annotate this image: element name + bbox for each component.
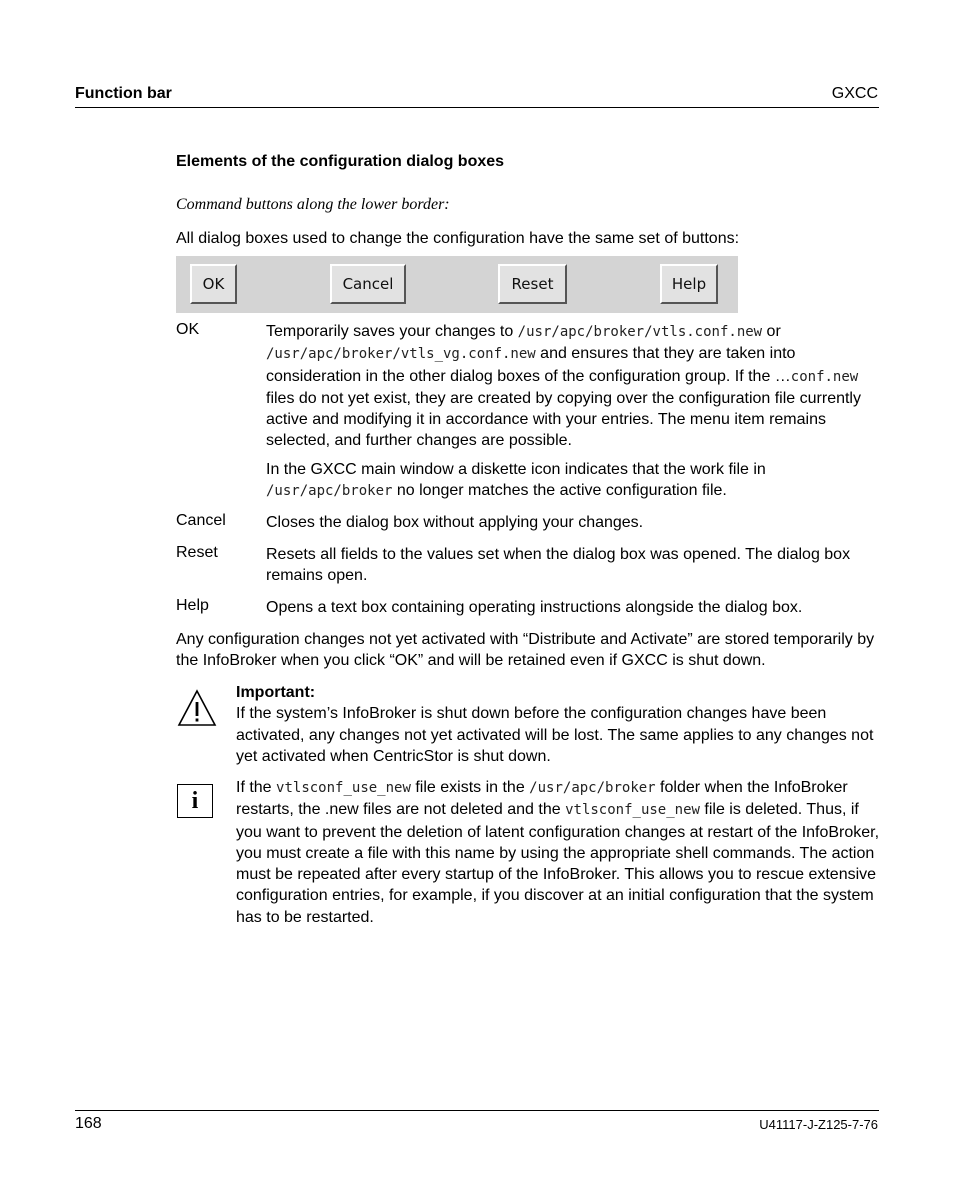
ok-note-a: In the GXCC main window a diskette icon indicates that the work file in — [266, 461, 766, 478]
ok-button[interactable]: OK — [190, 264, 237, 304]
ok-text-a: Temporarily saves your changes to — [266, 323, 518, 340]
info-text-a: If the — [236, 779, 277, 796]
page-number: 168 — [75, 1115, 102, 1132]
definition-ok-note — [266, 459, 880, 503]
info-file-name: vtlsconf_use_new — [276, 780, 411, 796]
info-text-c: folder when the InfoBroker restarts, the .new files are not deleted and the — [236, 779, 848, 819]
dialog-button-bar — [176, 256, 738, 313]
warning-icon — [177, 688, 211, 722]
cancel-button[interactable]: Cancel — [330, 264, 406, 304]
info-folder-path: /usr/apc/broker — [529, 780, 656, 796]
info-text-d: file is deleted. Thus, if you want to prevent the deletion of latent configuration changes at restart of the InfoBroker, you must create a file with this name by using the appropriate shell commands. The action must be repeated after every startup of the InfoBroker. This allows you to rescue extensive configuration entries, for example, if you discover at an initial configuration that the system has to be restarted. — [236, 801, 880, 926]
intro-text: All dialog boxes used to change the configuration have the same set of buttons: — [176, 230, 740, 247]
document-id: U41117-J-Z125-7-76 — [759, 1117, 878, 1132]
ok-text-b: or — [762, 323, 781, 340]
term-cancel: Cancel — [176, 512, 226, 529]
important-text: If the system’s InfoBroker is shut down before the configuration changes have been activated, any changes not yet activated will be lost. The same applies to any changes not yet activated when CentricStor is shut down. — [236, 705, 874, 765]
definition-ok — [266, 321, 880, 452]
ok-path-vtls-vg-conf: /usr/apc/broker/vtls_vg.conf.new — [266, 346, 536, 363]
definition-reset: Resets all fields to the values set when the dialog box was opened. The dialog box remains open. — [266, 546, 851, 585]
ok-text-d: files do not yet exist, they are created by copying over the configuration file currently active and modifying it in accordance with your entries. The menu item remains selected, and further changes are possible. — [266, 389, 861, 450]
subtitle: Command buttons along the lower border: — [176, 196, 450, 213]
term-reset: Reset — [176, 544, 218, 561]
header-product-name: GXCC — [831, 85, 878, 102]
info-icon: i — [177, 784, 213, 818]
reset-button[interactable]: Reset — [498, 264, 567, 304]
important-label: Important: — [236, 684, 316, 701]
section-title: Elements of the configuration dialog boxes — [176, 153, 505, 170]
info-block — [236, 777, 881, 928]
definition-cancel: Closes the dialog box without applying your changes. — [266, 514, 644, 531]
ok-text-c: and ensures that they are taken into consideration in the other dialog boxes of the configuration group. If the … — [266, 345, 796, 385]
term-ok: OK — [176, 321, 200, 338]
footer-rule — [75, 1110, 879, 1111]
ok-path-vtls-conf: /usr/apc/broker/vtls.conf.new — [517, 324, 763, 340]
ok-path-conf-new: conf.new — [790, 368, 859, 385]
header-section-title: Function bar — [75, 85, 172, 102]
ok-note-path: /usr/apc/broker — [266, 483, 393, 500]
storage-note: Any configuration changes not yet activated with “Distribute and Activate” are stored temporarily by the InfoBroker when you click “OK” and will be retained even if GXCC is shut down. — [176, 631, 875, 670]
info-file-name-2: vtlsconf_use_new — [565, 802, 700, 819]
header-rule — [75, 107, 879, 108]
definition-help: Opens a text box containing operating instructions alongside the dialog box. — [266, 599, 803, 616]
term-help: Help — [176, 597, 209, 614]
ok-note-b: no longer matches the active configuration file. — [392, 482, 727, 500]
important-block — [236, 682, 881, 767]
info-text-b: file exists in the — [410, 779, 530, 796]
help-button[interactable]: Help — [660, 264, 718, 304]
